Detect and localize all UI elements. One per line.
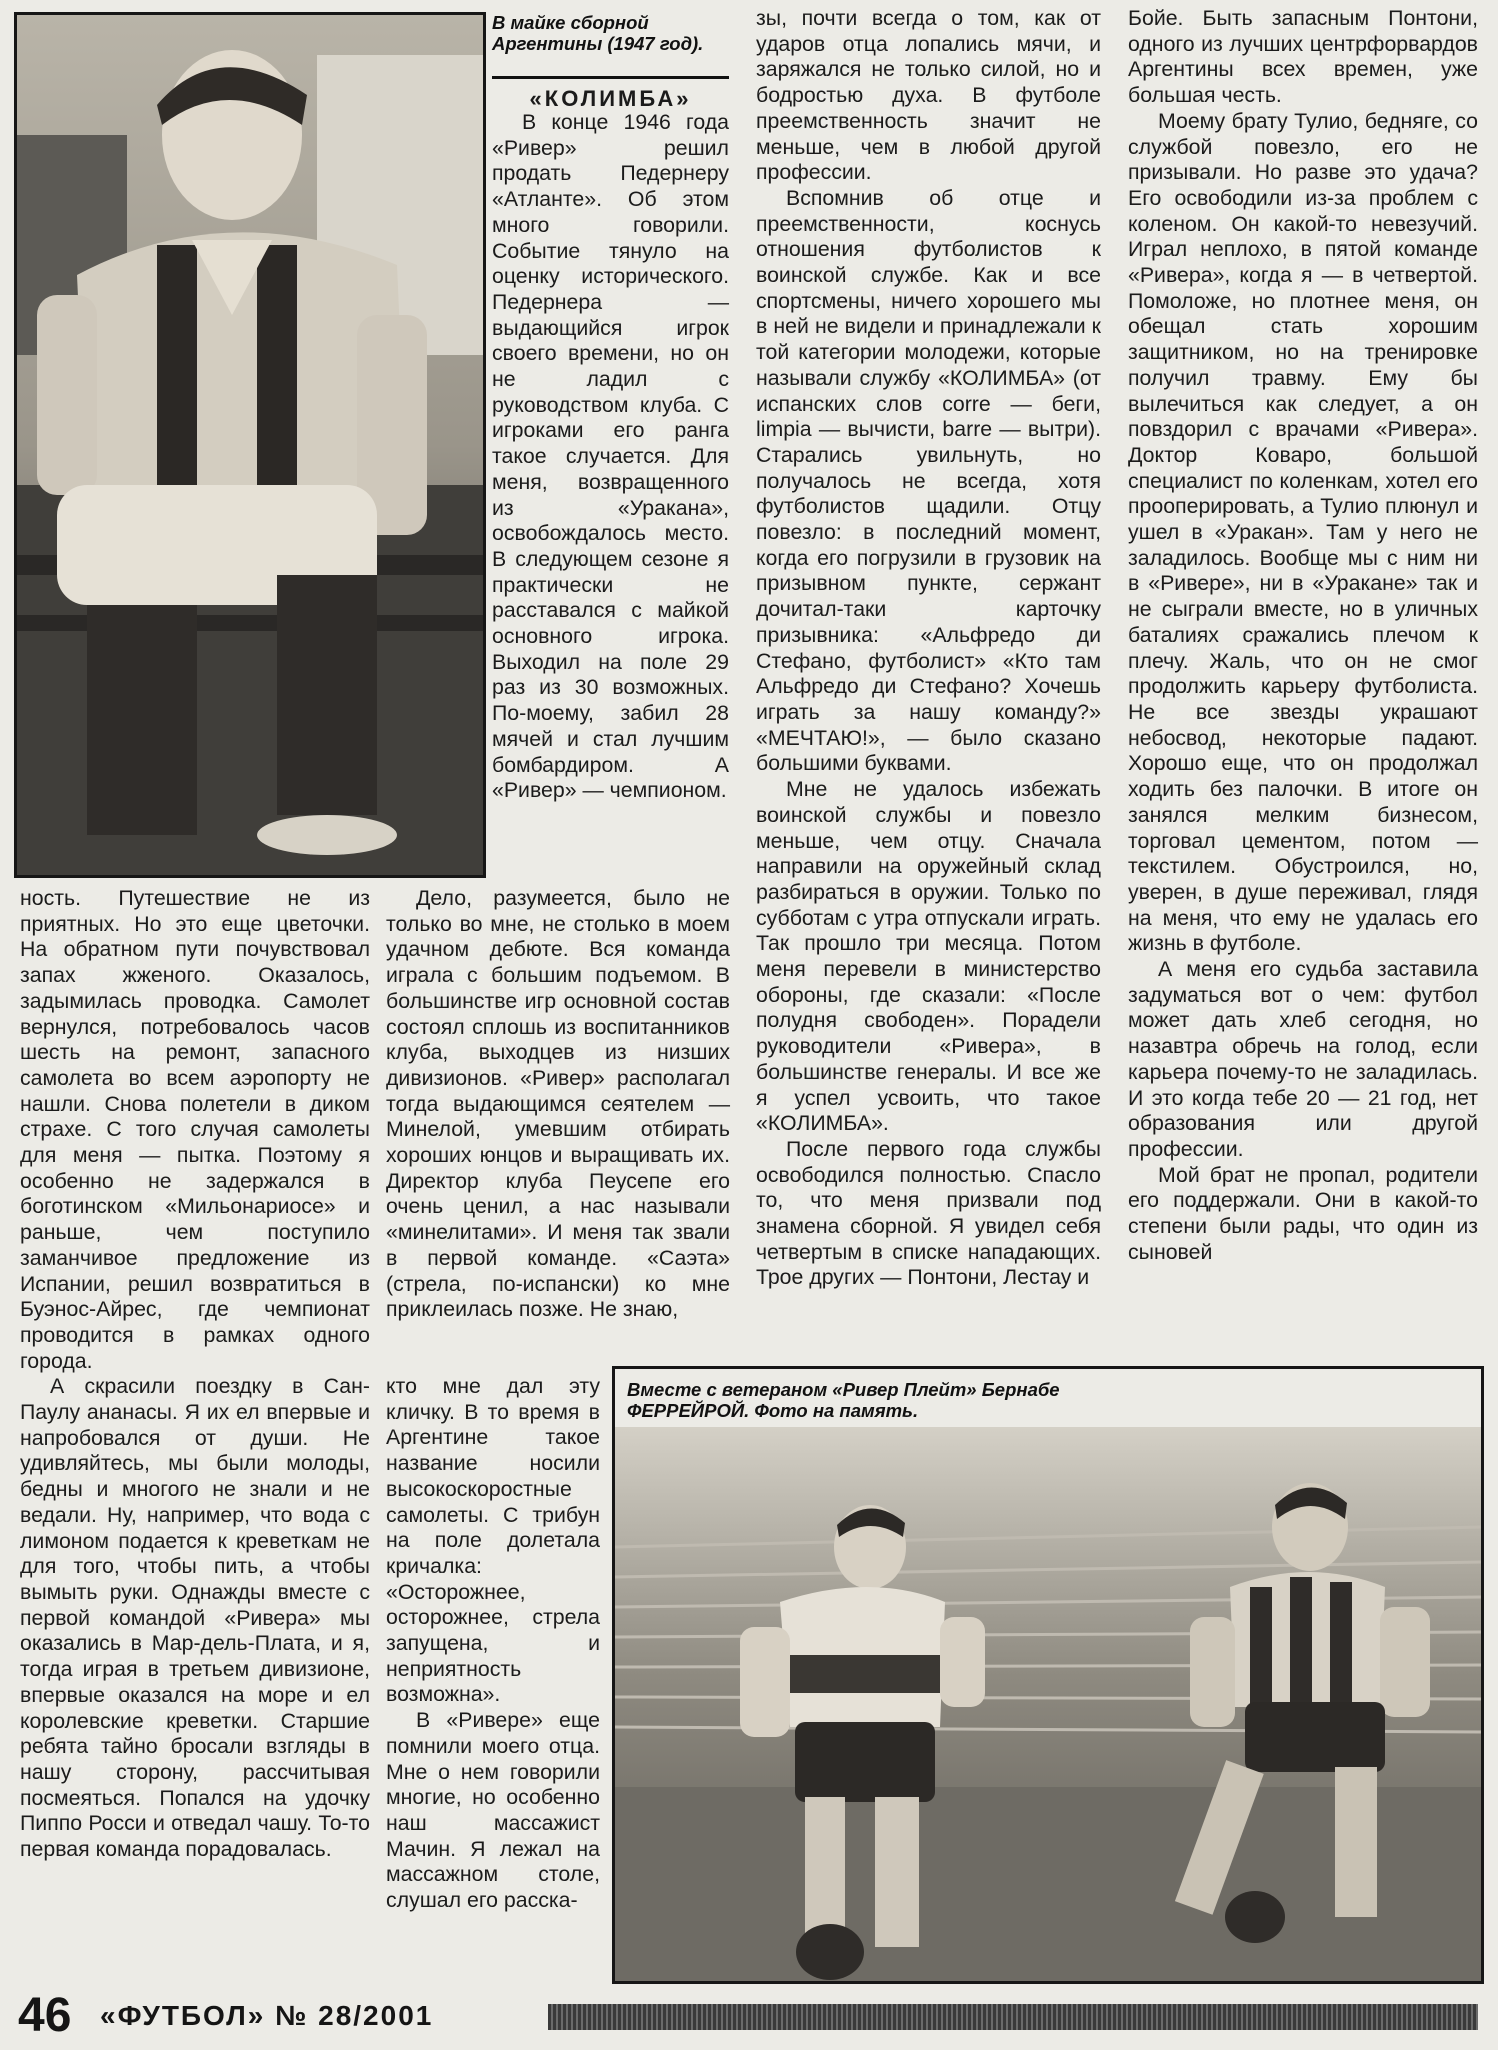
photo-illustration xyxy=(17,15,483,875)
col3-paragraph-1: зы, почти всегда о том, как от ударов отца лопались мячи, и заряжался не только силой, но и бодростью духа. В футболе преемственность значит не меньше, чем в любой другой профессии. xyxy=(756,6,1101,185)
bottom-photo-caption: Вместе с ветераном «Ривер Плейт» Бернабе ФЕРРЕЙРОЙ. Фото на память. xyxy=(627,1379,1060,1421)
article-column-2b xyxy=(386,886,730,1323)
article-column-3 xyxy=(756,6,1101,1291)
col1-paragraph-1: ность. Путешествие не из приятных. Но это еще цветочки. На обратном пути почувствовал запах жженого. Оказалось, задымилась проводка. Самолет вернулся, потребовалось часов шесть на ремонт, запасного самолета во всем аэропорту не нашли. Снова полетели в диком страхе. С того случая самолеты для меня — пытка. Поэтому я особенно не задержался в боготинском «Мильонариосе» и раньше, чем поступило заманчивое предложение из Испании, решил возвратиться в Буэнос-Айрес, где чемпионат проводится в рамках одного города. xyxy=(20,886,370,1373)
article-column-4 xyxy=(1128,6,1478,1265)
col4-paragraph-4: Мой брат не пропал, родители его поддержали. Они в какой-то степени были рады, что один из сыновей xyxy=(1128,1162,1478,1264)
photo-illustration xyxy=(615,1427,1481,1981)
footer-bar xyxy=(548,2004,1478,2030)
magazine-issue-title: «ФУТБОЛ» № 28/2001 xyxy=(100,2000,434,2031)
col2a-paragraph-1: В конце 1946 года «Ривер» решил продать Педернеру «Атланте». Об этом много говорили. Событие тянуло на оценку исторического. Педернера — выдающийся игрок своего времени, но он не ладил с руководством клуба. С игроками его ранга такое случается. Для меня, возвращенного из «Уракана», освобождалось место. В следующем сезоне я практически не расставался с майкой основного игрока. Выходил на поле 29 раз из 30 возможных. По-моему, забил 28 мячей и стал лучшим бомбардиром. А «Ривер» — чемпионом. xyxy=(492,110,729,803)
col4-paragraph-1: Бойе. Быть запасным Понтони, одного из лучших центрфорвардов Аргентины всех времен, уже большая честь. xyxy=(1128,6,1478,108)
article-column-1 xyxy=(20,886,370,1863)
caption-rule xyxy=(492,76,729,79)
photo-player-argentina-jersey xyxy=(14,12,486,878)
col3-paragraph-2: Вспомнив об отце и преемственности, коснусь отношения футболистов к воинской службе. Как и все спортсмены, ничего хорошего мы в ней не видели и принадлежали к той категории молодежи, которые называли службу «КОЛИМБА» (от испанских слов corre — беги, limpia — вычисти, barre — вытри). Старались увильнуть, но получалось не всегда, хотя футболистов щадили. Отцу повезло: в последний момент, когда его погрузили в грузовик на призывном пункте, сержант дочитал-таки карточку призывника: «Альфредо ди Стефано, футболист» «Кто там Альфредо ди Стефано? Хочешь играть за нашу команду?» «МЕЧТАЮ!», — было сказано большими буквами. xyxy=(756,185,1101,776)
top-photo-caption: В майке сборной Аргентины (1947 год). xyxy=(492,12,704,54)
section-subheading: «КОЛИМБА» xyxy=(529,86,692,111)
photo-with-veteran xyxy=(612,1366,1484,1984)
col2c-paragraph-1: кто мне дал эту кличку. В то время в Аргентине такое название носили высокоскоростные самолеты. С трибун на поле долетала кричалка: «Осторожнее, осторожнее, стрела запущена, и неприятность возможна». xyxy=(386,1374,600,1707)
page-number: 46 xyxy=(18,1989,72,2042)
article-column-2a xyxy=(492,110,729,804)
col3-paragraph-3: Мне не удалось избежать воинской службы и повезло меньше, чем отцу. Сначала направили на оружейный склад разбираться в оружии. Только по субботам с утра отпускали играть. Так прошло три месяца. Потом меня перевели в министерство обороны, где сказали: «После полудня свободен». Порадели руководители «Ривера», в большинстве генералы. И все же я успел усвоить, что такое «КОЛИМБА». xyxy=(756,777,1101,1136)
col2b-paragraph-1: Дело, разумеется, было не только во мне, не столько в моем удачном дебюте. Вся команда играла с большим подъемом. В большинстве игр основной состав состоял сплошь из воспитанников клуба, выходцев из низших дивизионов. «Ривер» располагал тогда выдающимся сеятелем — Минелой, умевшим отбирать хороших юнцов и выращивать их. Директор клуба Пеусепе его очень ценил, а нас называли «минелитами». И меня так звали в первой команде. «Саэта» (стрела, по-испански) ко мне приклеилась позже. Не знаю, xyxy=(386,886,730,1322)
article-column-2c xyxy=(386,1374,600,1914)
col3-paragraph-4: После первого года службы освободился полностью. Спасло то, что меня призвали под знамена сборной. Я увидел себя четвертым в списке нападающих. Трое других — Понтони, Лестау и xyxy=(756,1136,1101,1290)
col2c-paragraph-2: В «Ривере» еще помнили моего отца. Мне о нем говорили многие, но особенно наш массажист Мачин. Я лежал на массажном столе, слушал его расска- xyxy=(386,1708,600,1913)
col4-paragraph-2: Моему брату Тулио, бедняге, со службой повезло, его не призывали. Но разве это удача? Его освободили из-за проблем с коленом. Он какой-то невезучий. Играл неплохо, в пятой команде «Ривера», когда я — в четвертой. Помоложе, но плотнее меня, он обещал стать хорошим защитником, но на тренировке получил травму. Ему бы вылечиться как следует, а он повздорил с врачами «Ривера». Доктор Коваро, большой специалист по коленкам, хотел его прооперировать, а Тулио плюнул и ушел в «Уракан». Там у него не заладилось. Вообще мы с ним ни в «Ривере», ни в «Уракане» так и не сыграли вместе, но в уличных баталиях сражались плечом к плечу. Жаль, что он не смог продолжить карьеру футболиста. Не все звезды украшают небосвод, некоторые падают. Хорошо еще, что он продолжал ходить без палочки. В итоге он занялся мелким бизнесом, торговал цементом, потом — текстилем. Обустроился, но, уверен, в душе переживал, глядя на меня, что ему не удалась его жизнь в футболе. xyxy=(1128,108,1478,956)
col1-paragraph-2: А скрасили поездку в Сан-Паулу ананасы. Я их ел впервые и напробовался от души. Не удивляйтесь, мы были молоды, бедны и многого не знали и не ведали. Ну, например, что вода с лимоном подается к креветкам не для того, чтобы пить, а чтобы вымыть руки. Однажды вместе с первой командой «Ривера» мы оказались в Мар-дель-Плата, и я, тогда играя в третьем дивизионе, впервые оказался на море и ел королевские креветки. Старшие ребята тайно бросали взгляды в нашу сторону, рассчитывая посмеяться. Попался на удочку Пиппо Росси и отведал чашу. То-то первая команда порадовалась. xyxy=(20,1374,370,1862)
col4-paragraph-3: А меня его судьба заставила задуматься вот о чем: футбол может дать хлеб сегодня, но назавтра обречь на голод, если карьера почему-то не заладилась. И это когда тебе 20 — 21 год, нет образования или другой профессии. xyxy=(1128,957,1478,1161)
